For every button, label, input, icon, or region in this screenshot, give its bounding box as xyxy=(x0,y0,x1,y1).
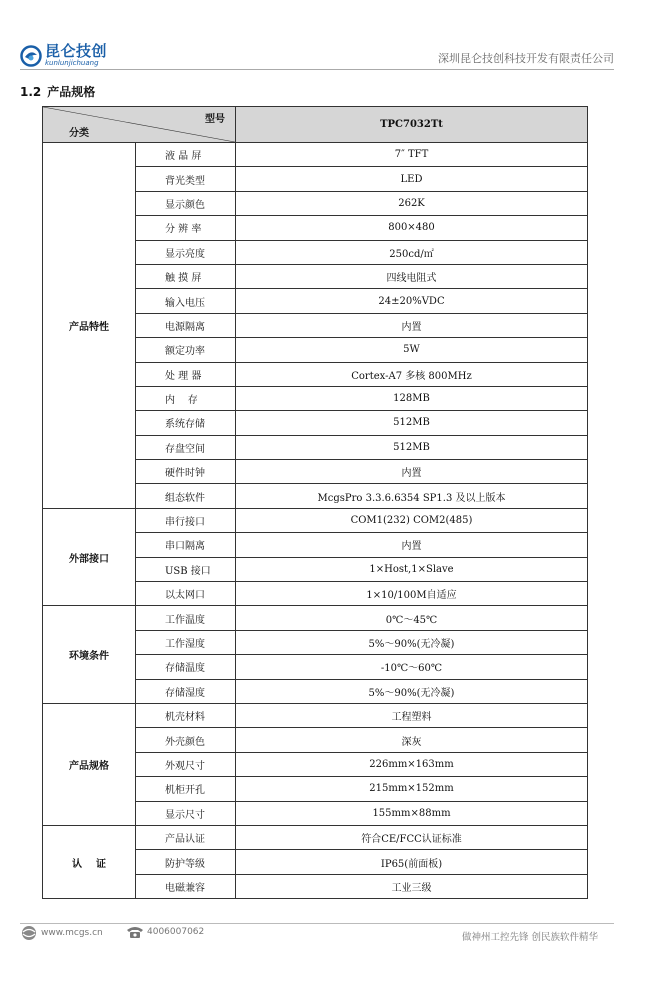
footer-website xyxy=(20,925,103,941)
logo-english-name: kunlunjichuang xyxy=(45,59,99,67)
spec-item-value: McgsPro 3.3.6.6354 SP1.3 及以上版本 xyxy=(236,484,588,508)
spec-item-label: 外壳颜色 xyxy=(136,728,236,752)
spec-item-value: 155mm×88mm xyxy=(236,801,588,825)
spec-item-label: 输入电压 xyxy=(136,289,236,313)
table-row xyxy=(43,703,588,727)
section-title: 产品规格 xyxy=(47,85,96,99)
spec-item-value: 128MB xyxy=(236,386,588,410)
spec-item-value: 5%～90%(无冷凝) xyxy=(236,679,588,703)
spec-item-value: 7″ TFT xyxy=(236,143,588,167)
spec-item-value: 内置 xyxy=(236,460,588,484)
spec-item-value: 工业三级 xyxy=(236,874,588,898)
spec-item-value: 四线电阻式 xyxy=(236,264,588,288)
spec-item-label: 组态软件 xyxy=(136,484,236,508)
footer-slogan: 做神州工控先锋 创民族软件精华 xyxy=(461,932,598,943)
logo-swirl-icon xyxy=(20,45,42,67)
spec-item-label: 电磁兼容 xyxy=(136,874,236,898)
spec-item-value: 512MB xyxy=(236,411,588,435)
spec-item-label: USB 接口 xyxy=(136,557,236,581)
section-number: 1.2 xyxy=(20,85,42,99)
category-cell: 产品规格 xyxy=(43,703,136,825)
category-cell: 环境条件 xyxy=(43,606,136,704)
header-category-label: 分类 xyxy=(69,128,89,139)
table-row xyxy=(43,825,588,849)
table-row xyxy=(43,508,588,532)
spec-item-value: 内置 xyxy=(236,313,588,337)
category-cell: 产品特性 xyxy=(43,143,136,509)
spec-item-value: 1×10/100M自适应 xyxy=(236,582,588,606)
table-row xyxy=(43,143,588,167)
spec-item-value: -10℃～60℃ xyxy=(236,655,588,679)
spec-item-label: 串行接口 xyxy=(136,508,236,532)
spec-item-label: 存储温度 xyxy=(136,655,236,679)
spec-item-label: 防护等级 xyxy=(136,850,236,874)
header-divider xyxy=(20,69,614,70)
spec-item-label: 存储湿度 xyxy=(136,679,236,703)
spec-item-label: 工作湿度 xyxy=(136,630,236,654)
spec-item-value: IP65(前面板) xyxy=(236,850,588,874)
table-header-row xyxy=(43,107,588,143)
model-name: TPC7032Tt xyxy=(236,107,588,143)
spec-table xyxy=(42,106,588,899)
company-name: 深圳昆仑技创科技开发有限责任公司 xyxy=(438,52,614,65)
spec-item-value: 深灰 xyxy=(236,728,588,752)
category-cell: 认 证 xyxy=(43,825,136,898)
spec-item-label: 工作温度 xyxy=(136,606,236,630)
spec-item-value: 0℃～45℃ xyxy=(236,606,588,630)
spec-item-value: 226mm×163mm xyxy=(236,752,588,776)
spec-item-label: 电源隔离 xyxy=(136,313,236,337)
spec-item-label: 额定功率 xyxy=(136,338,236,362)
spec-item-label: 显示亮度 xyxy=(136,240,236,264)
spec-item-value: 5W xyxy=(236,338,588,362)
spec-item-label: 分 辨 率 xyxy=(136,216,236,240)
page-header xyxy=(20,40,614,70)
website-text: www.mcgs.cn xyxy=(41,928,103,938)
footer-divider xyxy=(20,923,614,924)
spec-item-value: 符合CE/FCC认证标准 xyxy=(236,825,588,849)
telephone-icon xyxy=(126,925,144,939)
spec-item-value: 800×480 xyxy=(236,216,588,240)
phone-text: 4006007062 xyxy=(147,927,205,937)
spec-item-label: 触 摸 屏 xyxy=(136,264,236,288)
company-logo xyxy=(20,44,107,67)
spec-item-value: LED xyxy=(236,167,588,191)
spec-item-value: 24±20%VDC xyxy=(236,289,588,313)
spec-item-label: 串口隔离 xyxy=(136,533,236,557)
spec-item-label: 内 存 xyxy=(136,386,236,410)
spec-item-value: 内置 xyxy=(236,533,588,557)
spec-item-label: 系统存储 xyxy=(136,411,236,435)
spec-item-label: 产品认证 xyxy=(136,825,236,849)
spec-item-value: 250cd/㎡ xyxy=(236,240,588,264)
spec-item-label: 机壳材料 xyxy=(136,703,236,727)
spec-item-label: 显示尺寸 xyxy=(136,801,236,825)
spec-item-label: 以太网口 xyxy=(136,582,236,606)
spec-item-label: 硬件时钟 xyxy=(136,460,236,484)
spec-item-value: 1×Host,1×Slave xyxy=(236,557,588,581)
section-heading xyxy=(20,83,101,100)
spec-item-label: 处 理 器 xyxy=(136,362,236,386)
header-model-label: 型号 xyxy=(205,114,225,125)
spec-item-value: 5%～90%(无冷凝) xyxy=(236,630,588,654)
spec-item-value: 512MB xyxy=(236,435,588,459)
page-footer xyxy=(20,925,614,947)
spec-item-value: Cortex-A7 多核 800MHz xyxy=(236,362,588,386)
footer-phone xyxy=(126,925,204,939)
table-row xyxy=(43,606,588,630)
spec-item-value: COM1(232) COM2(485) xyxy=(236,508,588,532)
category-cell: 外部接口 xyxy=(43,508,136,606)
spec-item-value: 215mm×152mm xyxy=(236,777,588,801)
spec-item-label: 存盘空间 xyxy=(136,435,236,459)
diagonal-header-cell xyxy=(43,107,236,143)
spec-item-label: 显示颜色 xyxy=(136,191,236,215)
spec-item-label: 背光类型 xyxy=(136,167,236,191)
globe-icon xyxy=(20,925,38,941)
spec-item-value: 262K xyxy=(236,191,588,215)
spec-item-label: 液 晶 屏 xyxy=(136,143,236,167)
spec-item-label: 机柜开孔 xyxy=(136,777,236,801)
logo-chinese-name: 昆仑技创 xyxy=(45,42,108,60)
spec-item-label: 外观尺寸 xyxy=(136,752,236,776)
spec-item-value: 工程塑料 xyxy=(236,703,588,727)
